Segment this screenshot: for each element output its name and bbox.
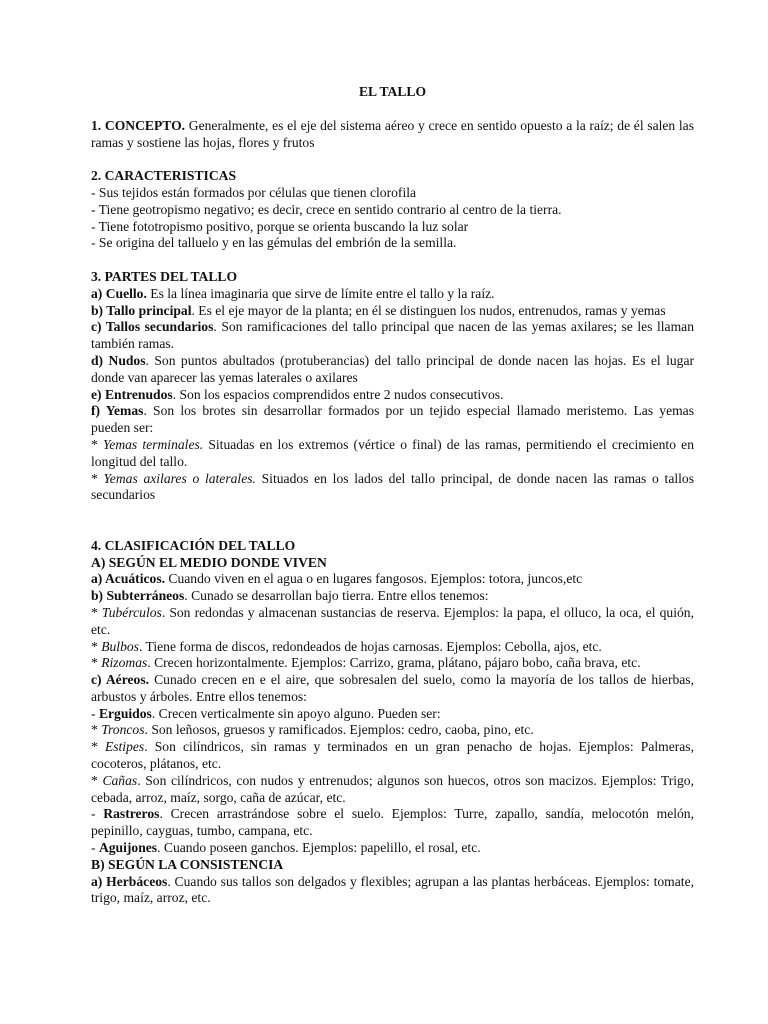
term-label: a) Cuello. (91, 285, 147, 301)
tipo-aguijones (91, 840, 694, 857)
caracteristicas-heading: 2. CARACTERISTICAS (91, 168, 237, 184)
term-label: d) Nudos (91, 352, 146, 368)
document-title: EL TALLO (358, 84, 427, 99)
term-text: . Es el eje mayor de la planta; en él se distinguen los nudos, entrenudos, ramas y yemas (191, 302, 666, 318)
partes-heading: 3. PARTES DEL TALLO (91, 268, 238, 284)
section-concepto (91, 118, 694, 152)
term-text: . Son puntos abultados (protuberancias) del tallo principal de donde nacen las hojas. Es el lugar donde van aparecer las yemas laterales o axilares (91, 352, 695, 385)
term-label: e) Entrenudos (91, 386, 173, 402)
term-label: Yemas terminales. (102, 436, 204, 452)
tipo-tuberculos (91, 605, 694, 639)
concepto-heading: 1. CONCEPTO. (91, 117, 186, 133)
term-label: Rastreros (103, 806, 160, 822)
parte-entrenudos (91, 387, 694, 404)
tipo-canas (91, 773, 694, 807)
term-text: Es la línea imaginaria que sirve de límite entre el tallo y la raíz. (146, 285, 495, 301)
term-text: . Son los brotes sin desarrollar formados por un tejido especial llamado meristemo. Las yemas pueden ser: (91, 403, 694, 436)
bullet: * (91, 739, 105, 755)
term-label: Troncos (101, 722, 145, 738)
term-label: Cañas (102, 772, 138, 788)
term-label: a) Acuáticos. (91, 571, 166, 587)
bullet: - (91, 806, 104, 822)
term-label: f) Yemas (91, 403, 144, 419)
parte-tallo-principal (91, 303, 694, 320)
term-text: Cuando viven en el agua o en lugares fangosos. Ejemplos: totora, juncos,etc (165, 571, 583, 587)
bullet: * (91, 470, 104, 486)
term-text: . Cuando poseen ganchos. Ejemplos: papelillo, el rosal, etc. (157, 840, 481, 856)
subheading-medio: A) SEGÚN EL MEDIO DONDE VIVEN (91, 554, 327, 570)
bullet: * (91, 772, 103, 788)
yemas-terminales (91, 437, 694, 471)
term-label: Rizomas (101, 655, 148, 671)
term-text: . Crecen horizontalmente. Ejemplos: Carrizo, grama, plátano, pájaro bobo, caña brava, etc. (147, 655, 641, 671)
section-partes (91, 269, 694, 504)
term-label: Yemas axilares o laterales. (103, 470, 256, 486)
list-item: - Se origina del talluelo y en las gémulas del embrión de la semilla. (91, 235, 457, 251)
term-label: c) Tallos secundarios (91, 319, 214, 335)
subheading-consistencia: B) SEGÚN LA CONSISTENCIA (91, 856, 284, 872)
term-text: Situados en los lados del tallo principal, de donde nacen las ramas o tallos secundarios (91, 470, 694, 503)
tipo-estipes (91, 739, 694, 773)
document-page (91, 84, 694, 907)
clasificacion-heading: 4. CLASIFICACIÓN DEL TALLO (91, 537, 296, 553)
term-label: Estipes (104, 739, 145, 755)
bullet: - (91, 840, 99, 856)
term-text: . Son redondas y almacenan sustancias de reserva. Ejemplos: la papa, el olluco, la oca, el quión, etc. (91, 604, 694, 637)
spacer (91, 521, 694, 538)
list-item: - Tiene geotropismo negativo; es decir, crece en sentido contrario al centro de la tierra. (91, 201, 562, 217)
bullet: * (91, 604, 102, 620)
parte-yemas (91, 403, 694, 437)
list-item: - Tiene fototropismo positivo, porque se orienta buscando la luz solar (91, 218, 469, 234)
term-label: Aguijones (98, 840, 158, 856)
clase-subterraneos (91, 588, 694, 605)
term-text: . Son leñosos, gruesos y ramificados. Ejemplos: cedro, caoba, pino, etc. (144, 722, 534, 738)
section-caracteristicas (91, 168, 694, 252)
tipo-troncos (91, 722, 694, 739)
bullet: * (91, 722, 102, 738)
bullet: - (91, 705, 99, 721)
term-label: c) Aéreos. (91, 672, 150, 688)
list-item: - Sus tejidos están formados por células que tienen clorofila (91, 184, 417, 200)
parte-tallos-secundarios (91, 319, 694, 353)
term-text: . Crecen arrastrándose sobre el suelo. Ejemplos: Turre, zapallo, sandía, melocotón melón, pepinillo, cayguas, tumbo, campana, etc. (91, 806, 694, 839)
bullet: * (91, 436, 103, 452)
term-text: . Son cilíndricos, con nudos y entrenudos; algunos son huecos, otros son macizos. Ejemplos: Trigo, cebada, arroz, maíz, sorgo, caña de azúcar, etc. (91, 772, 695, 805)
term-text: Situadas en los extremos (vértice o final) de las ramas, permitiendo el crecimiento en longitud del tallo. (91, 436, 694, 469)
term-text: . Crecen verticalmente sin apoyo alguno. Pueden ser: (151, 705, 441, 721)
term-text: . Son los espacios comprendidos entre 2 nudos consecutivos. (172, 386, 504, 402)
concepto-paragraph (91, 118, 694, 152)
term-text: . Cunado se desarrollan bajo tierra. Entre ellos tenemos: (184, 588, 489, 604)
tipo-rastreros (91, 806, 694, 840)
bullet: * (91, 655, 102, 671)
tipo-rizomas (91, 655, 694, 672)
term-label: b) Subterráneos (91, 588, 185, 604)
term-text: . Tiene forma de discos, redondeados de hojas carnosas. Ejemplos: Cebolla, ajos, etc. (138, 638, 602, 654)
concepto-text: Generalmente, es el eje del sistema aéreo y crece en sentido opuesto a la raíz; de él salen las ramas y sostiene las hojas, flores y frutos (91, 117, 694, 150)
term-text: . Cuando sus tallos son delgados y flexibles; agrupan a las plantas herbáceas. Ejemplos: tomate, trigo, maíz, arroz, etc. (91, 873, 694, 906)
parte-cuello (91, 286, 694, 303)
term-label: Erguidos (98, 705, 152, 721)
clase-acuaticos (91, 571, 694, 588)
clase-herbaceos (91, 874, 694, 908)
term-label: Tubérculos (101, 604, 162, 620)
term-text: . Son cilíndricos, sin ramas y terminados en un gran penacho de hojas. Ejemplos: Palmeras, cocoteros, plátanos, etc. (91, 739, 694, 772)
term-label: Bulbos (101, 638, 139, 654)
yemas-axilares (91, 471, 694, 505)
term-label: a) Herbáceos (91, 873, 168, 889)
term-text: Cunado crecen en e el aire, que sobresalen del suelo, como la mayoría de los tallos de hierbas, arbustos y árboles. Entre ellos tenemos: (91, 672, 694, 704)
clase-aereos (91, 672, 694, 706)
tipo-erguidos (91, 706, 694, 723)
tipo-bulbos (91, 639, 694, 656)
term-label: b) Tallo principal (91, 302, 192, 318)
bullet: * (91, 638, 102, 654)
section-clasificacion (91, 538, 694, 908)
term-text: . Son ramificaciones del tallo principal que nacen de las yemas axilares; se les llaman también ramas. (91, 319, 694, 352)
parte-nudos (91, 353, 694, 387)
